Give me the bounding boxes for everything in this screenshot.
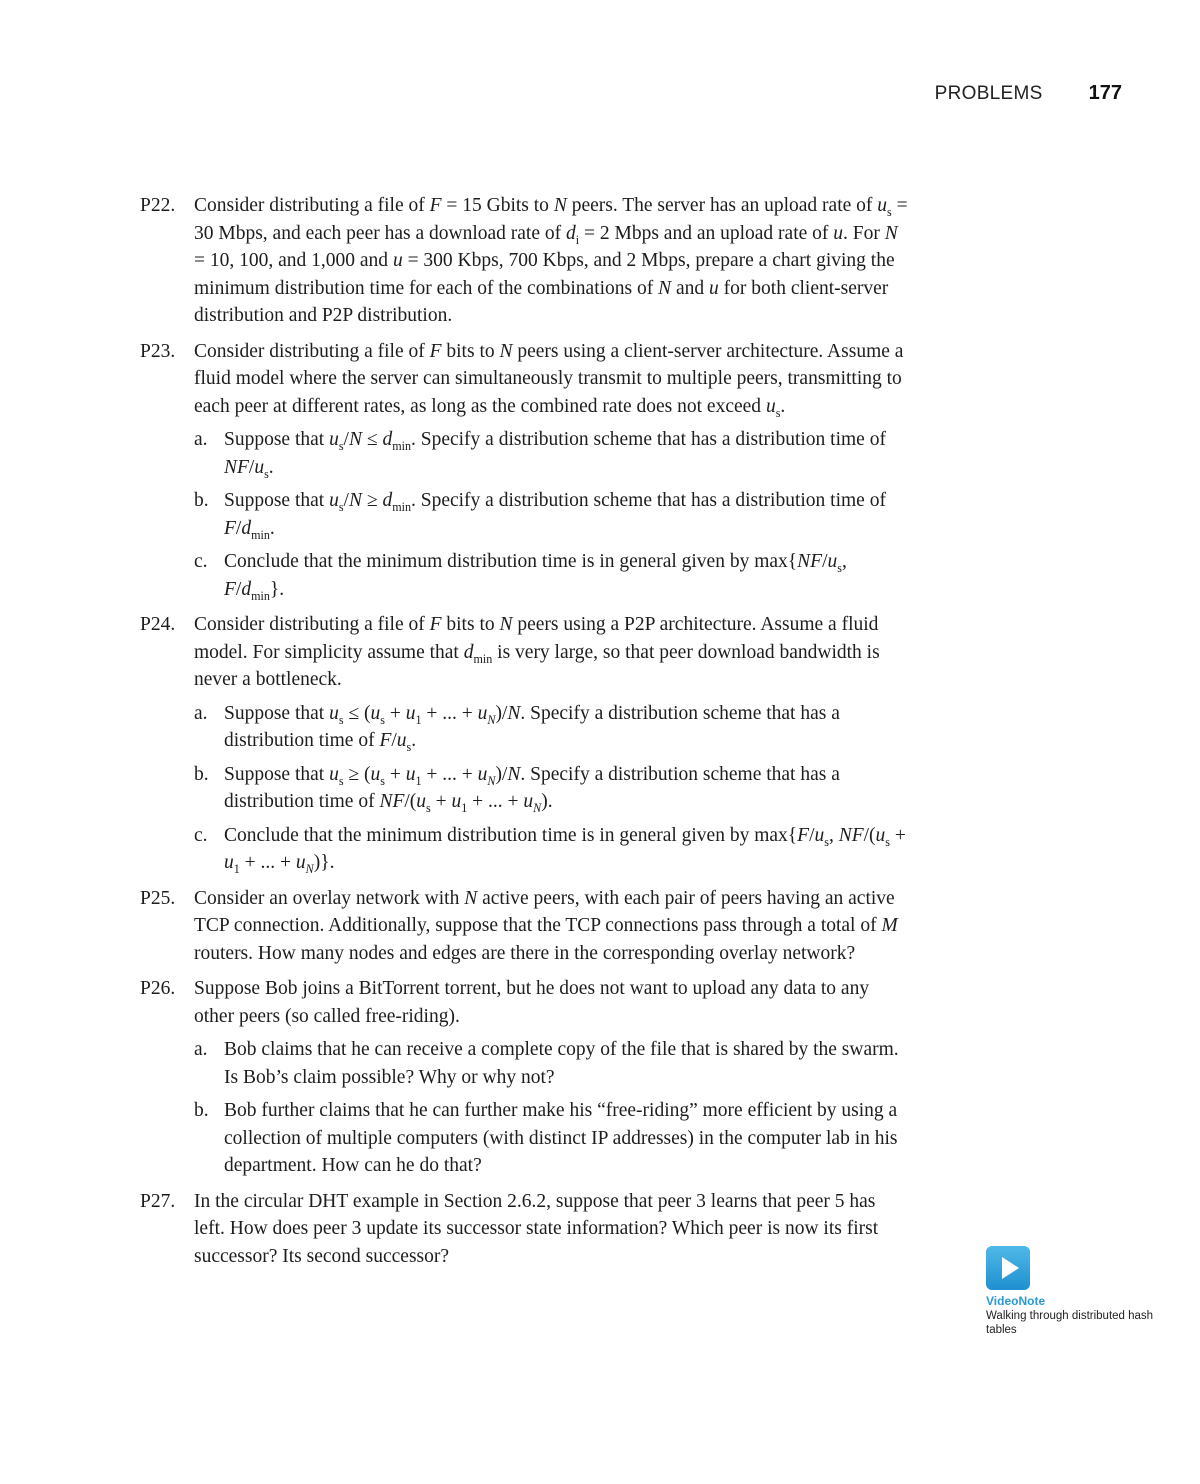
part-text: Suppose that $u_s/N \ge d_{min}$. Specify a distribution scheme that has a distribution time of $F/d_{min}$.: [224, 490, 886, 542]
videonote-title: VideoNote: [986, 1294, 1046, 1308]
problem-item: [140, 338, 910, 604]
problem-number: P27.: [140, 1190, 176, 1212]
section-title: PROBLEMS: [934, 83, 1043, 104]
part-label: b.: [194, 490, 209, 511]
part-label: a.: [194, 1039, 208, 1060]
part-label: b.: [194, 1100, 209, 1121]
page-number: 177: [1088, 82, 1122, 104]
part-text: Conclude that the minimum distribution time is in general given by $\max\{F/u_s$, $NF/(u_s + u_1$ + ... + $u_N$)}.: [224, 824, 906, 876]
problem-part: [194, 700, 910, 755]
problem-item: [140, 975, 910, 1180]
part-label: b.: [194, 763, 209, 785]
problem-part: [194, 487, 910, 542]
problem-number: P22.: [140, 195, 176, 216]
problem-part: [194, 761, 910, 816]
videonote[interactable]: [986, 1246, 1166, 1337]
problem-item: [140, 611, 910, 877]
part-label: c.: [194, 824, 208, 846]
problem-text: In the circular DHT example in Section 2.6.2, suppose that peer 3 learns that peer 5 has left. How does peer 3 update its successor state information? Which peer is now its first successor? Its second successor?: [194, 1190, 879, 1267]
problem-text: Consider distributing a file of F bits to N peers using a client-server architecture. Assume a fluid model where the server can simultaneously transmit to multiple peers, transmitting to each peer at different rates, as long as the combined rate does not exceed $u_s$.: [194, 340, 904, 420]
part-text: Conclude that the minimum distribution time is in general given by $\max\{NF/u_s$, $F/d_{min}$}.: [224, 551, 847, 603]
part-label: a.: [194, 429, 208, 450]
videonote-description: Walking through distributed hash tables: [986, 1310, 1154, 1336]
problem-part: [194, 822, 910, 877]
part-label: a.: [194, 702, 208, 724]
part-text: Suppose that $u_s \le (u_s + u_1$ + ... + $u_N)/N$. Specify a distribution scheme that has a distribution time of $F/u_s$.: [224, 702, 840, 754]
running-head: [935, 82, 1122, 105]
problem-text: Suppose Bob joins a BitTorrent torrent, but he does not want to upload any data to any other peers (so called free-riding).: [194, 978, 870, 1027]
part-text: Suppose that $u_s \ge (u_s + u_1$ + ... + $u_N)/N$. Specify a distribution scheme that has a distribution time of $NF/(u_s + u_1$ + ... + $u_N$).: [224, 763, 840, 815]
problem-list: [140, 192, 910, 1278]
problem-number: P24.: [140, 614, 176, 635]
part-text: Bob further claims that he can further make his “free-riding” more efficient by using a collection of multiple computers (with distinct IP addresses) in the computer lab in his department. How can he do that?: [224, 1100, 898, 1176]
problem-text: Consider distributing a file of F = 15 Gbits to N peers. The server has an upload rate of $u_s = 30$ Mbps, and each peer has a download rate of $d_i = 2$ Mbps and an upload rate of u. For N = 10, 100, and 1,000 and u = 300 Kbps, 700 Kbps, and 2 Mbps, prepare a chart giving the minimum distribution time for each of the combinations of N and u for both client-server distribution and P2P distribution.: [194, 195, 908, 326]
video-play-icon[interactable]: [986, 1246, 1030, 1290]
problem-number: P23.: [140, 340, 176, 362]
part-text: Suppose that $u_s/N \le d_{min}$. Specify a distribution scheme that has a distribution time of $NF/u_s$.: [224, 429, 886, 481]
problem-item: [140, 1188, 910, 1271]
problem-text: Consider distributing a file of F bits to N peers using a P2P architecture. Assume a fluid model. For simplicity assume that $d_{min}$ is very large, so that peer download bandwidth is never a bottleneck.: [194, 614, 880, 690]
problem-item: [140, 192, 910, 330]
problem-number: P26.: [140, 978, 176, 999]
part-label: c.: [194, 551, 208, 572]
problem-part: [194, 548, 910, 603]
problem-part: [194, 1097, 910, 1180]
problem-part: [194, 426, 910, 481]
problem-item: [140, 885, 910, 968]
part-text: Bob claims that he can receive a complete copy of the file that is shared by the swarm. Is Bob’s claim possible? Why or why not?: [224, 1039, 899, 1088]
problem-text: Consider an overlay network with N active peers, with each pair of peers having an active TCP connection. Additionally, suppose that the TCP connections pass through a total of M routers. How many nodes and edges are there in the corresponding overlay network?: [194, 887, 898, 964]
problem-part: [194, 1036, 910, 1091]
problem-number: P25.: [140, 887, 176, 909]
